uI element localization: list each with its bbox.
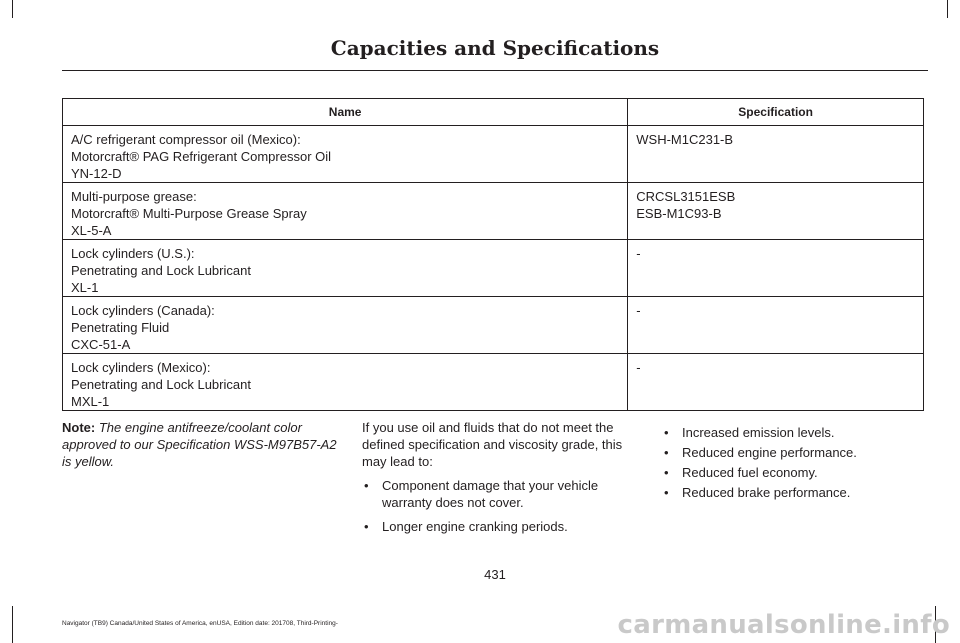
list-item-text: Increased emission levels.	[682, 425, 835, 440]
name-line: YN-12-D	[71, 166, 122, 181]
name-cell	[63, 354, 628, 411]
specification-table	[62, 98, 924, 411]
bullet-icon: •	[364, 478, 369, 493]
edition-footer: Navigator (TB9) Canada/United States of America, enUSA, Edition date: 201708, Third-Printing-	[62, 620, 338, 627]
list-item-text: Reduced fuel economy.	[682, 465, 818, 480]
table-row	[63, 297, 924, 354]
list-item	[362, 477, 638, 511]
fluid-warning-block	[362, 419, 638, 535]
table-row	[63, 183, 924, 240]
spec-line: CRCSL3151ESB	[636, 189, 736, 204]
name-line: Penetrating and Lock Lubricant	[71, 263, 251, 278]
specification-cell	[628, 297, 924, 354]
spec-line: ESB-M1C93-B	[636, 206, 722, 221]
table-header-row	[63, 99, 924, 126]
fluid-warning-intro: If you use oil and fluids that do not meet the defined specification and viscosity grade, this may lead to:	[362, 420, 623, 469]
list-item-text: Reduced brake performance.	[682, 485, 851, 500]
name-line: Penetrating and Lock Lubricant	[71, 377, 251, 392]
crop-mark-top-left	[12, 0, 13, 18]
bullet-icon: •	[364, 519, 369, 534]
name-line: A/C refrigerant compressor oil (Mexico):	[71, 132, 301, 147]
bullet-icon: •	[664, 445, 669, 460]
consequence-list-continued	[662, 424, 932, 504]
spec-line: -	[636, 303, 641, 318]
table-row	[63, 240, 924, 297]
bullet-icon: •	[664, 465, 669, 480]
note-label: Note:	[62, 420, 96, 435]
crop-mark-bottom-left	[12, 606, 13, 643]
watermark-logo: carmanualsonline.info	[617, 610, 950, 640]
specification-cell	[628, 126, 924, 183]
spec-line: WSH-M1C231-B	[636, 132, 734, 147]
note-text: The engine antifreeze/coolant color approved to our Specification WSS-M97B57-A2 is yellow.	[62, 420, 337, 469]
list-item	[362, 518, 638, 535]
name-line: XL-5-A	[71, 223, 112, 238]
list-item	[662, 444, 932, 461]
list-item	[662, 464, 932, 481]
name-line: Motorcraft® Multi-Purpose Grease Spray	[71, 206, 307, 221]
title-divider	[62, 70, 928, 71]
name-cell	[63, 183, 628, 240]
name-line: Motorcraft® PAG Refrigerant Compressor Oil	[71, 149, 332, 164]
name-line: Penetrating Fluid	[71, 320, 170, 335]
bullet-icon: •	[664, 485, 669, 500]
specification-cell	[628, 183, 924, 240]
name-cell	[63, 126, 628, 183]
bullet-icon: •	[664, 425, 669, 440]
spec-line: -	[636, 360, 641, 375]
spec-line: -	[636, 246, 641, 261]
specification-cell	[628, 240, 924, 297]
table-row	[63, 354, 924, 411]
column-header-name: Name	[63, 99, 628, 126]
column-header-specification: Specification	[628, 99, 924, 126]
list-item	[662, 424, 932, 441]
name-line: XL-1	[71, 280, 99, 295]
name-line: MXL-1	[71, 394, 110, 409]
crop-mark-top-right	[947, 0, 948, 18]
consequence-list	[362, 477, 638, 535]
list-item-text: Reduced engine performance.	[682, 445, 857, 460]
page-number: 431	[484, 567, 506, 582]
name-line: CXC-51-A	[71, 337, 131, 352]
name-line: Lock cylinders (Canada):	[71, 303, 215, 318]
name-line: Multi-purpose grease:	[71, 189, 197, 204]
specification-cell	[628, 354, 924, 411]
name-cell	[63, 297, 628, 354]
note-block	[62, 419, 338, 470]
list-item	[662, 484, 932, 501]
consequence-list-2	[662, 424, 932, 501]
list-item-text: Component damage that your vehicle warranty does not cover.	[382, 478, 599, 510]
table-row	[63, 126, 924, 183]
list-item-text: Longer engine cranking periods.	[382, 519, 568, 534]
name-cell	[63, 240, 628, 297]
page-title: Capacities and Specifications	[330, 36, 660, 60]
name-line: Lock cylinders (U.S.):	[71, 246, 195, 261]
name-line: Lock cylinders (Mexico):	[71, 360, 211, 375]
